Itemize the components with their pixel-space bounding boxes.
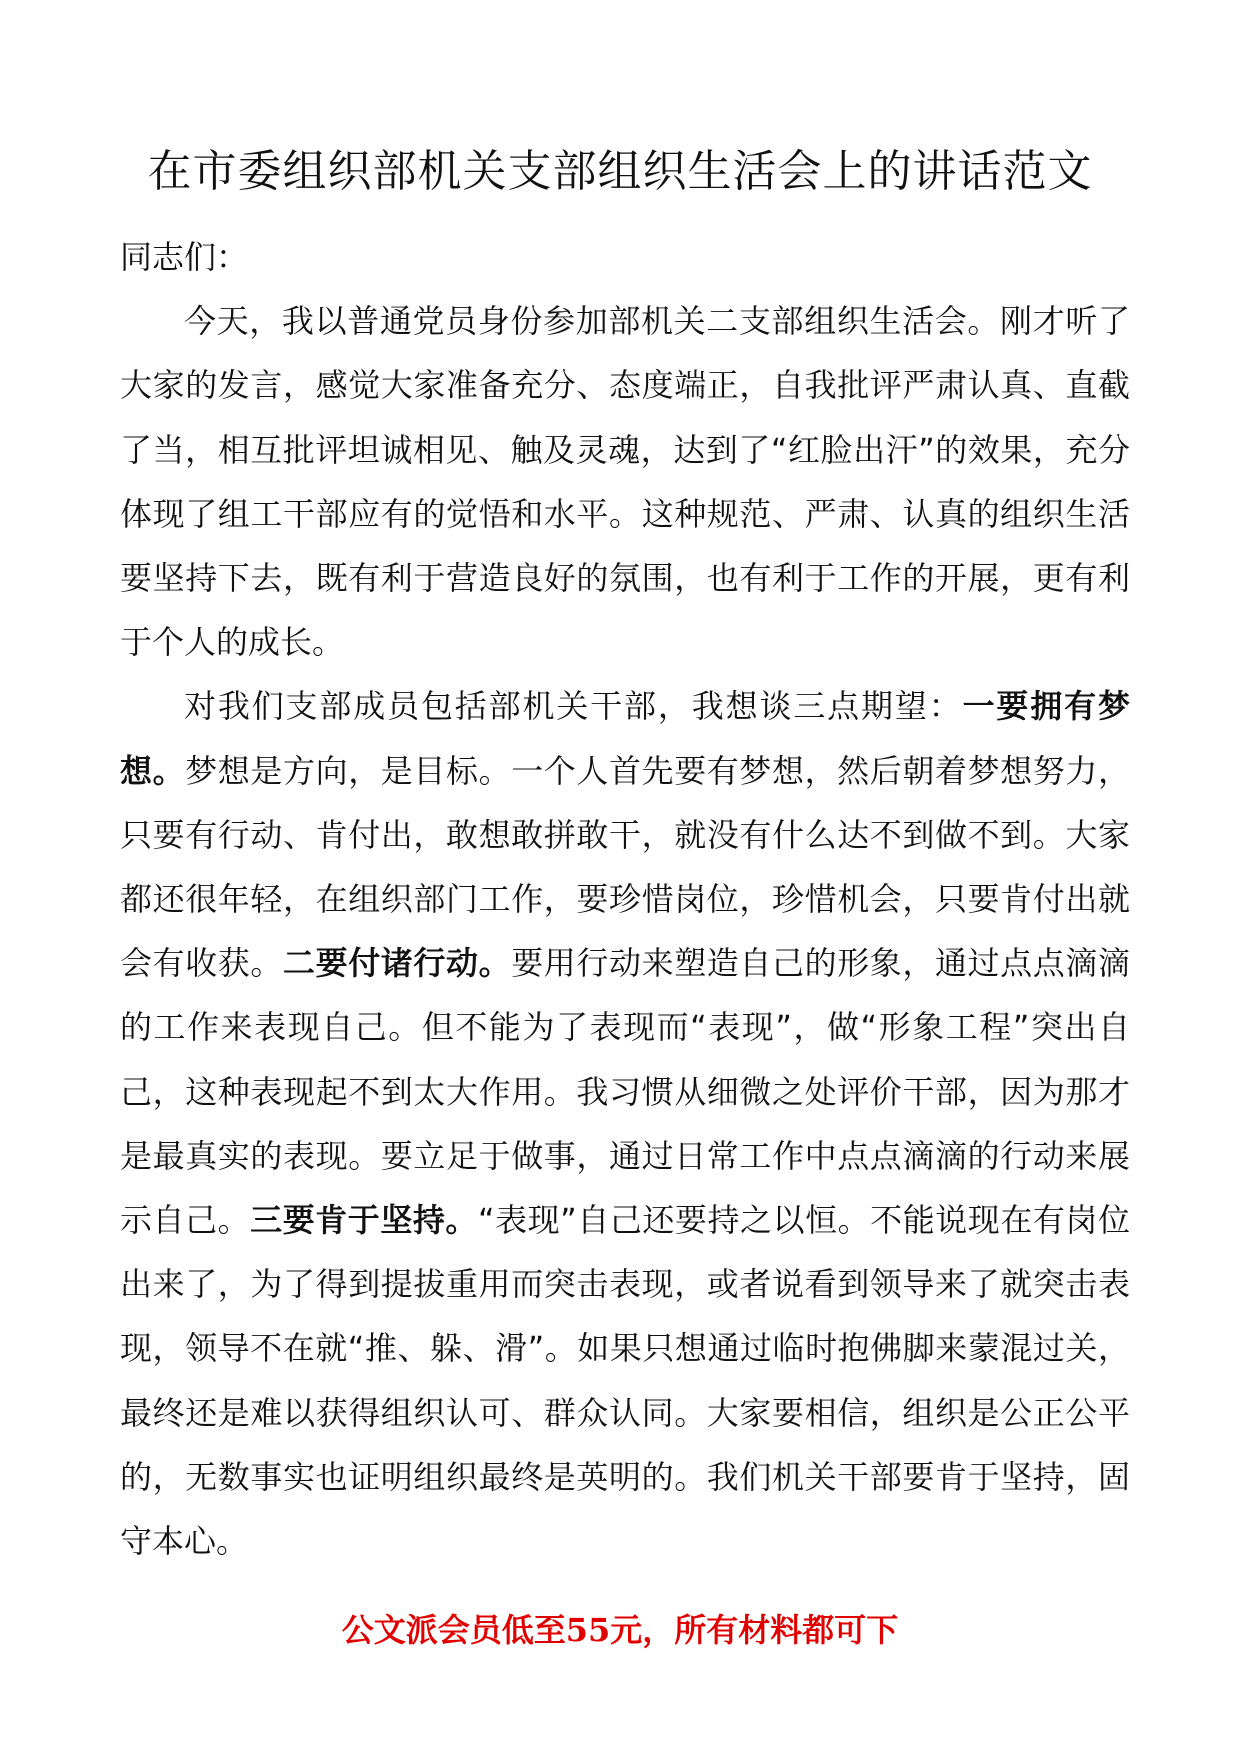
point-two-text: 要用行动来塑造自己的形象，通过点点滴滴的工作来表现自己。但不能为了表现而“表现”，做“形象工程”突出自己，这种表现起不到太大作用。我习惯从细微之处评价干部，因为那才是最真实的表现。要立足于做事，通过日常工作中点点滴滴的行动来展示自己。 <box>120 944 1130 1240</box>
point-one-text: 梦想是方向，是目标。一个人首先要有梦想，然后朝着梦想努力，只要有行动、肯付出，敢想敢拼敢干，就没有什么达不到做不到。大家都还很年轻，在组织部门工作，要珍惜岗位，珍惜机会，只要肯付出就会有收获。 <box>120 751 1130 983</box>
point-three-text: “表现”自己还要持之以恒。不能说现在有岗位出来了，为了得到提拔重用而突击表现，或者说看到领导来了就突击表现，领导不在就“推、躲、滑”。如果只想通过临时抱佛脚来蒙混过关，最终还是难以获得组织认可、群众认同。大家要相信，组织是公正公平的，无数事实也证明组织最终是英明的。我们机关干部要肯于坚持，固守本心。 <box>120 1201 1130 1561</box>
point-three-heading: 三要肯于坚持。 <box>250 1201 478 1240</box>
paragraph-opening: 今天，我以普通党员身份参加部机关二支部组织生活会。刚才听了大家的发言，感觉大家准备充分、态度端正，自我批评严肃认真、直截了当，相互批评坦诚相见、触及灵魂，达到了“红脸出汗”的效果，充分体现了组工干部应有的觉悟和水平。这种规范、严肃、认真的组织生活要坚持下去，既有利于营造良好的氛围，也有利于工作的开展，更有利于个人的成长。 <box>120 302 1130 662</box>
paragraph-expectations <box>120 674 1130 1573</box>
expectations-intro: 对我们支部成员包括部机关干部，我想谈三点期望： <box>184 687 963 726</box>
salutation: 同志们： <box>120 238 249 276</box>
point-one-heading: 一要拥有梦想。 <box>120 687 1130 790</box>
membership-promo-note: 公文派会员低至55元，所有材料都可下 <box>341 1611 899 1649</box>
document-title: 在市委组织部机关支部组织生活会上的讲话范文 <box>147 146 1093 197</box>
point-two-heading: 二要付诸行动。 <box>283 944 512 983</box>
document-body <box>120 225 1130 1573</box>
